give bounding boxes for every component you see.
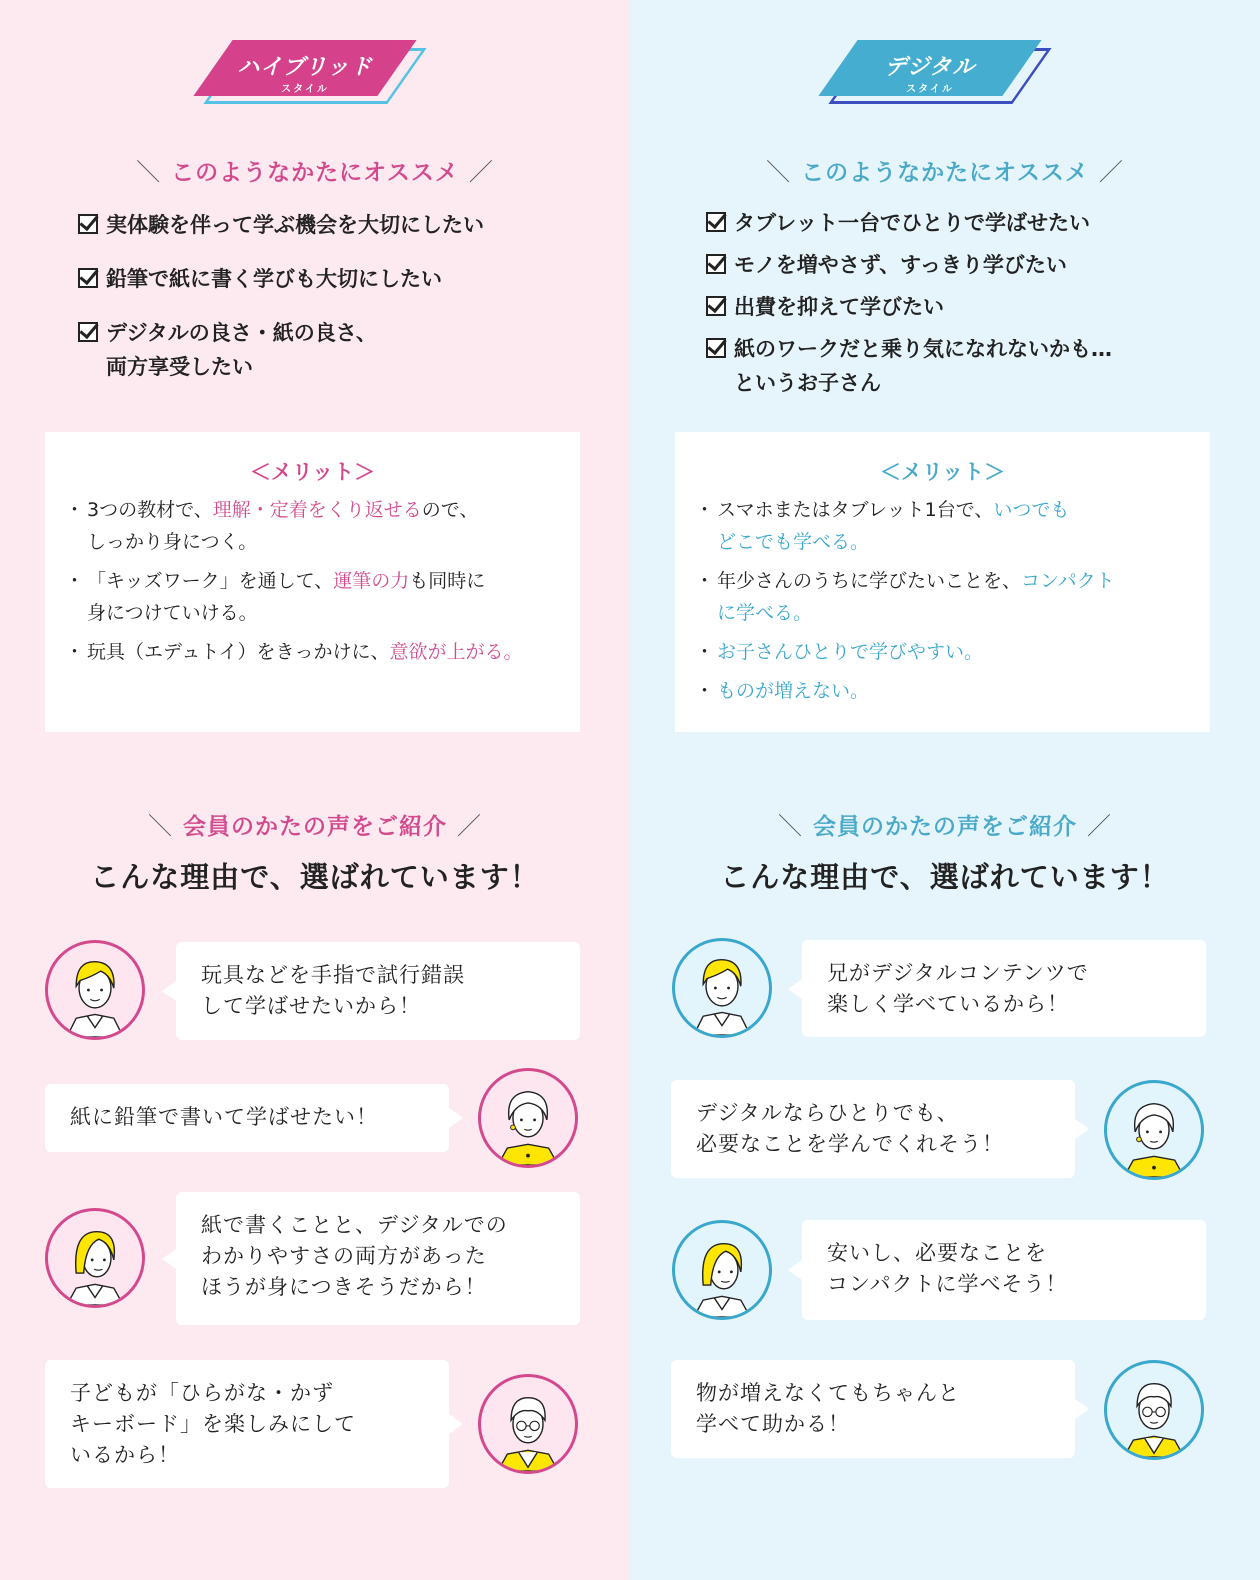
checklist-item bbox=[706, 206, 1112, 240]
voice-bubble-2: 紙に鉛筆で書いて学ばせたい！ bbox=[45, 1084, 449, 1152]
recommend-heading: ＼ このようなかたにオススメ ／ bbox=[136, 158, 494, 186]
merit-item: ・ 玩具（エデュトイ）をきっかけに、意欲が上がる。 bbox=[73, 636, 580, 668]
merit-item: ・ ものが増えない。 bbox=[703, 675, 1210, 707]
badge-title: デジタル bbox=[884, 55, 976, 80]
checklist-item-text: モノを増やさず、すっきり学びたい bbox=[734, 253, 1067, 277]
merit-card bbox=[45, 432, 580, 732]
merit-list bbox=[45, 486, 580, 668]
digital-column bbox=[630, 0, 1260, 1580]
voices-title: こんな理由で、選ばれています！ bbox=[90, 860, 540, 894]
checkbox-checked-icon bbox=[706, 212, 726, 232]
checkbox-checked-icon bbox=[78, 214, 98, 234]
checkbox-checked-icon bbox=[706, 296, 726, 316]
recommend-checklist bbox=[78, 208, 484, 404]
checklist-item-text: デジタルの良さ・紙の良さ、 両方享受したい bbox=[106, 321, 377, 379]
merit-title: ＜メリット＞ bbox=[879, 460, 1006, 484]
checkbox-checked-icon bbox=[706, 338, 726, 358]
merit-item: ・ 3つの教材で、理解・定着をくり返せるので、 しっかり身につく。 bbox=[73, 494, 580, 558]
checklist-item bbox=[706, 248, 1112, 282]
merit-item: ・ 「キッズワーク」を通して、運筆の力も同時に 身につけていける。 bbox=[73, 565, 580, 629]
merit-title: ＜メリット＞ bbox=[249, 460, 376, 484]
merit-item: ・ 年少さんのうちに学びたいことを、コンパクト に学べる。 bbox=[703, 565, 1210, 629]
digital-style-badge bbox=[830, 40, 1050, 110]
badge-subtitle: スタイル bbox=[281, 84, 329, 95]
badge-title: ハイブリッド bbox=[237, 55, 373, 80]
checkbox-checked-icon bbox=[78, 322, 98, 342]
avatar-woman-bob-hair bbox=[672, 1220, 772, 1320]
voice-bubble-3: 紙で書くことと、デジタルでの わかりやすさの両方があった ほうが身につきそうだから！ bbox=[176, 1192, 580, 1325]
voices-heading: ＼ 会員のかたの声をご紹介 ／ bbox=[778, 812, 1112, 840]
checklist-item-text: 出費を抑えて学びたい bbox=[734, 295, 944, 319]
voice-bubble-4: 子どもが「ひらがな・かず キーボード」を楽しみにして いるから！ bbox=[45, 1360, 449, 1488]
avatar-man-glasses bbox=[478, 1374, 578, 1474]
voices-title: こんな理由で、選ばれています！ bbox=[720, 860, 1170, 894]
checkbox-checked-icon bbox=[706, 254, 726, 274]
voice-bubble-1: 玩具などを手指で試行錯誤 して学ばせたいから！ bbox=[176, 942, 580, 1040]
merit-card bbox=[675, 432, 1210, 732]
avatar-woman-curly-hair bbox=[478, 1068, 578, 1168]
voices-heading: ＼ 会員のかたの声をご紹介 ／ bbox=[148, 812, 482, 840]
checklist-item-text: タブレット一台でひとりで学ばせたい bbox=[734, 211, 1090, 235]
avatar-woman-curly-hair bbox=[1104, 1080, 1204, 1180]
checklist-item bbox=[706, 290, 1112, 324]
hybrid-style-badge bbox=[205, 40, 425, 110]
voice-bubble-4: 物が増えなくてもちゃんと 学べて助かる！ bbox=[671, 1360, 1075, 1458]
checklist-item bbox=[78, 316, 484, 384]
badge-subtitle: スタイル bbox=[906, 84, 954, 95]
merit-list bbox=[675, 486, 1210, 707]
checklist-item bbox=[78, 208, 484, 242]
checkbox-checked-icon bbox=[78, 268, 98, 288]
avatar-woman-bob-hair bbox=[45, 1208, 145, 1308]
checklist-item bbox=[706, 332, 1112, 400]
checklist-item-text: 紙のワークだと乗り気になれないかも… というお子さん bbox=[734, 337, 1112, 395]
avatar-woman-short-hair bbox=[672, 938, 772, 1038]
merit-item: ・ スマホまたはタブレット1台で、いつでも どこでも学べる。 bbox=[703, 494, 1210, 558]
checklist-item bbox=[78, 262, 484, 296]
avatar-man-glasses bbox=[1104, 1360, 1204, 1460]
recommend-heading: ＼ このようなかたにオススメ ／ bbox=[766, 158, 1124, 186]
voice-bubble-3: 安いし、必要なことを コンパクトに学べそう！ bbox=[802, 1220, 1206, 1320]
recommend-checklist bbox=[706, 206, 1112, 408]
voice-bubble-2: デジタルならひとりでも、 必要なことを学んでくれそう！ bbox=[671, 1080, 1075, 1178]
merit-item: ・ お子さんひとりで学びやすい。 bbox=[703, 636, 1210, 668]
checklist-item-text: 実体験を伴って学ぶ機会を大切にしたい bbox=[106, 213, 484, 237]
avatar-woman-short-hair bbox=[45, 940, 145, 1040]
checklist-item-text: 鉛筆で紙に書く学びも大切にしたい bbox=[106, 267, 442, 291]
voice-bubble-1: 兄がデジタルコンテンツで 楽しく学べているから！ bbox=[802, 940, 1206, 1037]
